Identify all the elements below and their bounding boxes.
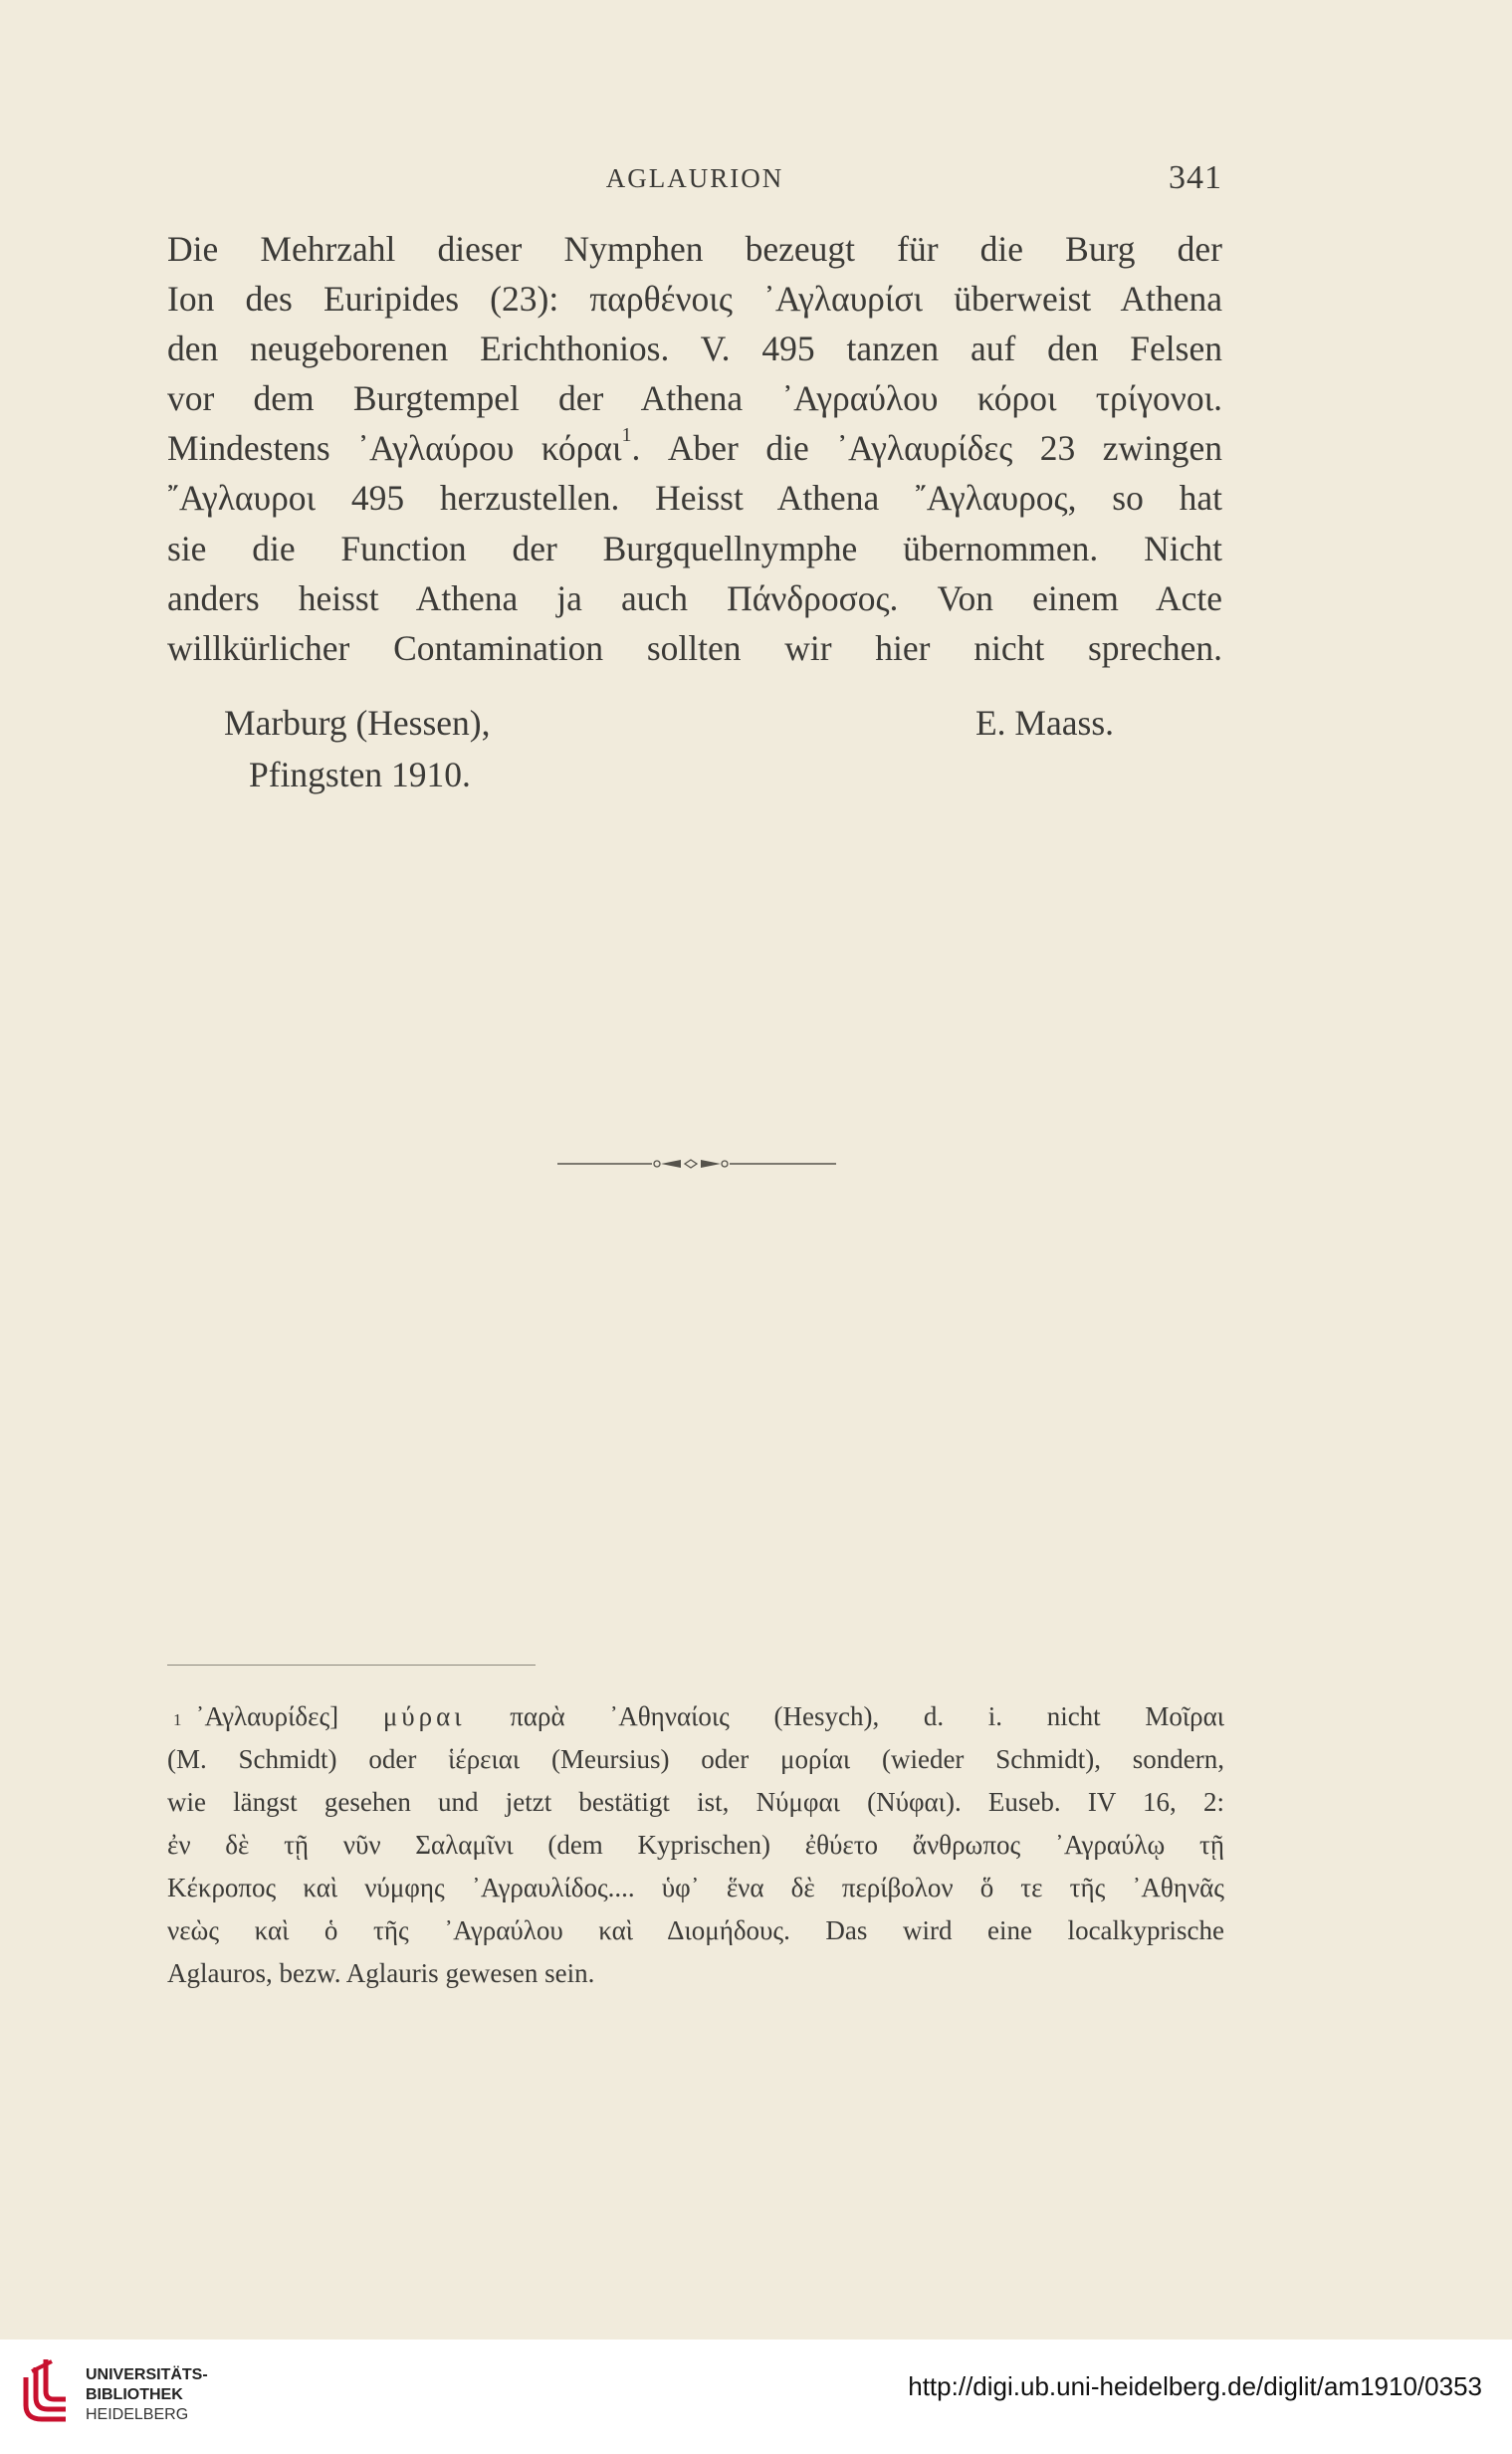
library-name-line: BIBLIOTHEK xyxy=(86,2386,183,2403)
body-line-text: Mindestens ᾿Αγλαύρου κόραι xyxy=(167,428,622,469)
footnote-reference: 1 xyxy=(621,424,632,447)
running-head-title: AGLAURION xyxy=(605,163,784,193)
body-line xyxy=(167,423,1222,473)
signature-author: E. Maass. xyxy=(975,703,1115,743)
footnote-line: Aglauros, bezw. Aglauris gewesen sein. xyxy=(167,1958,595,1988)
footnote-line: νεὼς καὶ ὁ τῆς ᾿Αγραύλου καὶ Διομήδους. Das wird eine localkyprische xyxy=(167,1915,1224,1945)
permalink-url[interactable]: http://digi.ub.uni-heidelberg.de/diglit/am1910/0353 xyxy=(908,2371,1482,2401)
footnote-line: Κέκροπος καὶ νύμφης ᾿Αγραυλίδος.... ὑφ᾿ ἕνα δὲ περίβολον ὅ τε τῆς ᾿Αθηνᾶς xyxy=(167,1873,1224,1902)
footnote-text: παρὰ ᾿Αθηναίοις (Hesych), d. i. nicht Μοῖραι xyxy=(510,1701,1224,1731)
body-paragraph xyxy=(167,224,1222,673)
footnote-divider xyxy=(167,1665,536,1666)
body-line: sie die Function der Burgquellnymphe übernommen. Nicht xyxy=(167,528,1222,568)
body-line: den neugeborenen Erichthonios. V. 495 tanzen auf den Felsen xyxy=(167,329,1222,369)
section-end-ornament xyxy=(557,1157,836,1171)
footnote-marker: 1 xyxy=(173,1710,182,1729)
footnote-text: ᾿Αγλαυρίδες] xyxy=(195,1701,339,1731)
footnote-line: ἐν δὲ τῇ νῦν Σαλαμῖνι (dem Kyprischen) ἐθύετο ἄνθρωπος ᾿Αγραύλῳ τῇ xyxy=(167,1830,1224,1860)
body-line: willkürlicher Contamination sollten wir hier nicht sprechen. xyxy=(167,627,1222,668)
signature-place: Marburg (Hessen), xyxy=(224,703,491,743)
footnote-spaced-word: μύραι xyxy=(382,1701,466,1731)
body-line: Die Mehrzahl dieser Nymphen bezeugt für die Burg der xyxy=(167,229,1222,269)
ub-heidelberg-logo-icon[interactable] xyxy=(22,2357,70,2431)
body-line-text: . Aber die ᾿Αγλαυρίδες 23 zwingen xyxy=(631,428,1222,469)
digitization-footer xyxy=(0,2340,1512,2454)
running-head xyxy=(167,159,1222,199)
library-name-line: UNIVERSITÄTS- xyxy=(86,2366,208,2383)
footnote xyxy=(167,1695,1224,1995)
footnote-line: (M. Schmidt) oder ἱέρειαι (Meursius) oder μορίαι (wieder Schmidt), sondern, xyxy=(167,1744,1224,1774)
library-name xyxy=(86,2365,208,2425)
footnote-line xyxy=(167,1695,1224,1738)
body-line: anders heisst Athena ja auch Πάνδροσος. Von einem Acte xyxy=(167,577,1222,618)
footnote-line: wie längst gesehen und jetzt bestätigt ist, Νύμφαι (Νύφαι). Euseb. IV 16, 2: xyxy=(167,1787,1224,1817)
signature-date: Pfingsten 1910. xyxy=(249,755,471,794)
page-number: 341 xyxy=(1169,159,1222,196)
body-line: ῎Αγλαυροι 495 herzustellen. Heisst Athena ῎Αγλαυρος, so hat xyxy=(167,478,1222,519)
body-line: vor dem Burgtempel der Athena ᾿Αγραύλου κόροι τρίγονοι. xyxy=(167,378,1222,419)
body-line: Ion des Euripides (23): παρθένοις ᾿Αγλαυρίσι überweist Athena xyxy=(167,279,1222,320)
library-name-line: HEIDELBERG xyxy=(86,2406,189,2423)
